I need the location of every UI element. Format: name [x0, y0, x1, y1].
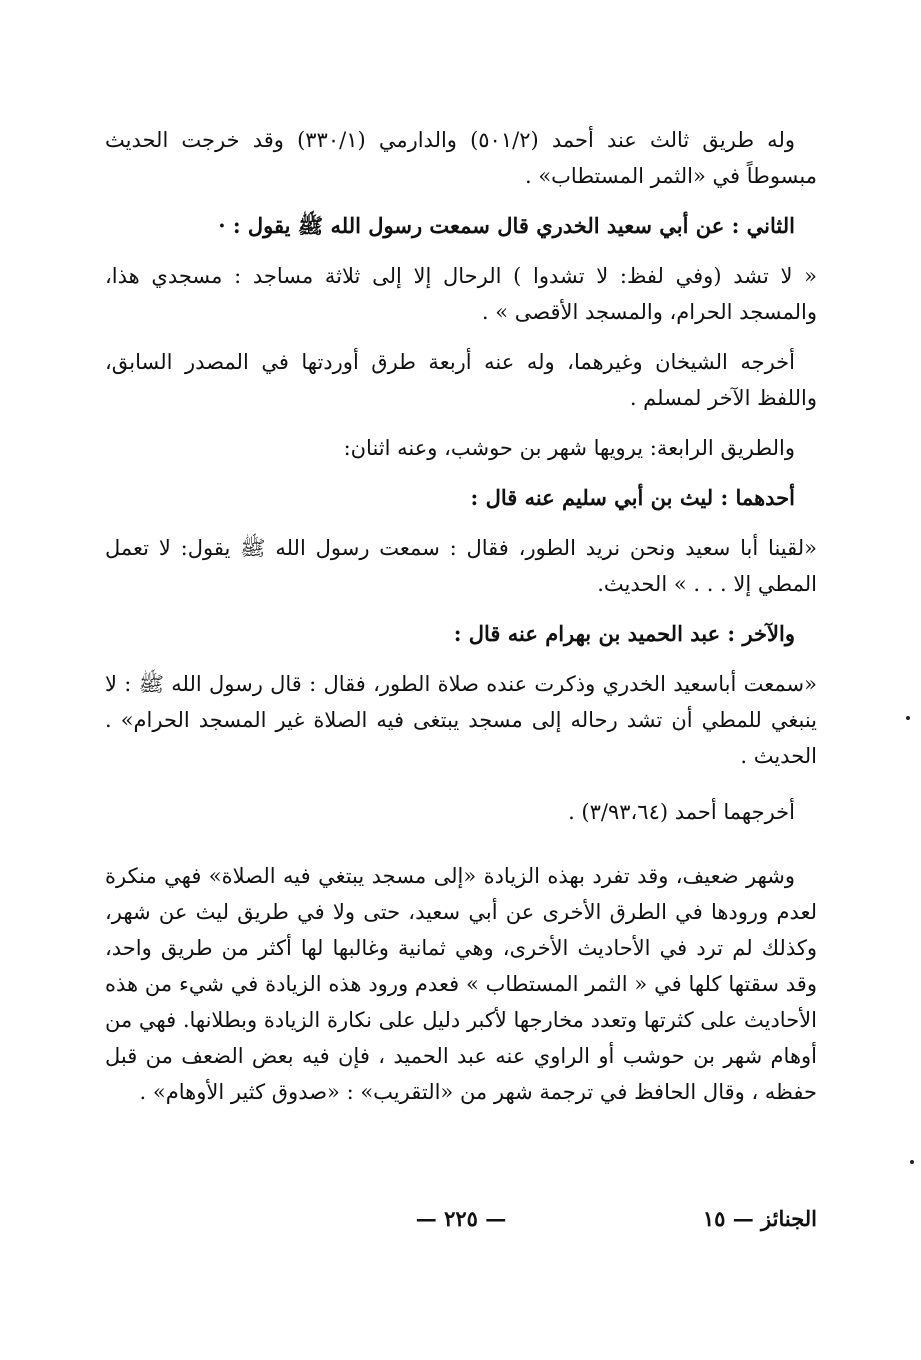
paragraph-second-narrator: والآخر : عبد الحميد بن بهرام عنه قال :: [453, 621, 795, 646]
paragraph-second-hadith: الثاني : عن أبي سعيد الخدري قال سمعت رسول الله ﷺ يقول : ·: [218, 213, 795, 238]
paragraph-third-route: وله طريق ثالث عند أحمد (٥٠١/٢) والدارمي (٣٣٠/١) وقد خرجت الحديث مبسوطاً في «الثمر المستطاب» .: [105, 128, 817, 188]
chapter-label: الجنائز — ١٥: [702, 1206, 817, 1231]
page-body: [105, 122, 817, 1110]
paragraph-takhrij: أخرجه الشيخان وغيرهما، وله عنه أربعة طرق أوردتها في المصدر السابق، واللفظ الآخر لمسلم .: [105, 350, 817, 410]
paragraph-ahmad-takhrij: أخرجهما أحمد (٣/٩٣،٦٤) .: [568, 800, 795, 824]
page-number: — ٢٢٥ —: [415, 1206, 507, 1231]
margin-mark: [906, 716, 910, 720]
paragraph-abdulhamid-narration: «سمعت أباسعيد الخدري وذكرت عنده صلاة الطور، فقال : قال رسول الله ﷺ : لا ينبغي للمطي أن تشد رحاله إلى مسجد يبتغى فيه الصلاة غير المسجد الحرام» . الحديث .: [105, 672, 817, 768]
page-footer: [105, 1206, 817, 1236]
paragraph-ruling: وشهر ضعيف، وقد تفرد بهذه الزيادة «إلى مسجد يبتغي فيه الصلاة» فهي منكرة لعدم ورودها في الطرق الأخرى عن أبي سعيد، حتى ولا في طريق ليث عن شهر، وكذلك لم ترد في الأحاديث الأخرى، وهي ثمانية وغالبها لها أكثر من طريق واحد، وقد سقتها كلها في « الثمر المستطاب » فعدم ورود هذه الزيادة في شيء من هذه الأحاديث على كثرتها وتعدد مخارجها لأكبر دليل على نكارة الزيادة وبطلانها. فهي من أوهام شهر بن حوشب أو الراوي عنه عبد الحميد ، فإن فيه بعض الضعف من قبل حفظه ، وقال الحافظ في ترجمة شهر من «التقريب» : «صدوق كثير الأوهام» .: [105, 864, 817, 1104]
paragraph-layth-narration: «لقينا أبا سعيد ونحن نريد الطور، فقال : سمعت رسول الله ﷺ يقول: لا تعمل المطي إلا . . . » الحديث.: [105, 536, 817, 596]
margin-mark: [910, 1160, 914, 1164]
paragraph-first-narrator: أحدهما : ليث بن أبي سليم عنه قال :: [470, 485, 795, 510]
paragraph-fourth-route: والطريق الرابعة: يرويها شهر بن حوشب، وعنه اثنان:: [343, 436, 795, 460]
paragraph-hadith-text: « لا تشد (وفي لفظ: لا تشدوا ) الرحال إلا إلى ثلاثة مساجد : مسجدي هذا، والمسجد الحرام، والمسجد الأقصى » .: [105, 264, 817, 324]
